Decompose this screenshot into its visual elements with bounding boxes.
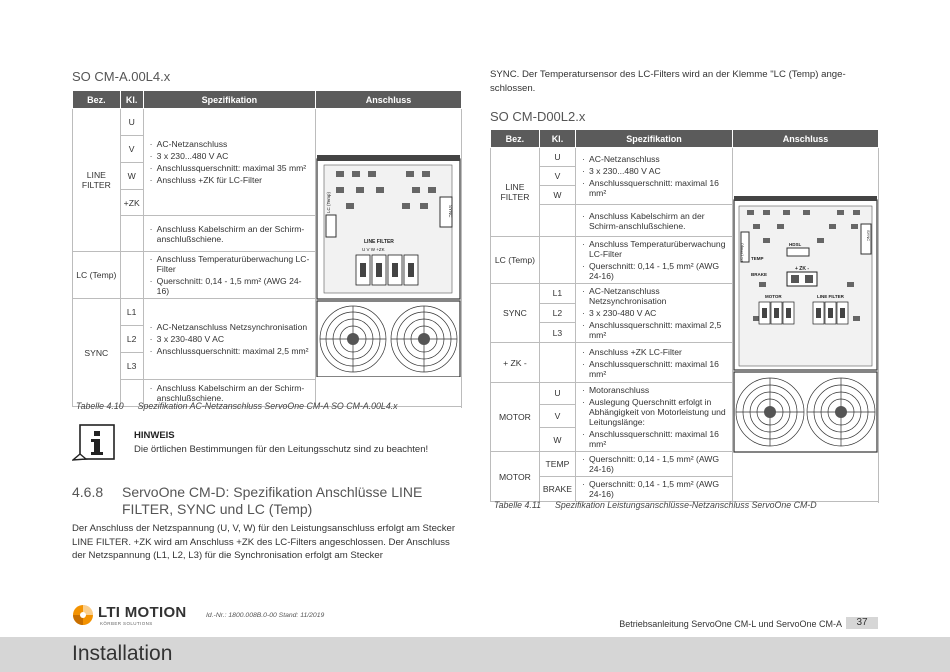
spec-item: · Motoranschluss bbox=[589, 385, 729, 395]
kl-u: U bbox=[539, 148, 575, 167]
spec-item: · 3 x 230-480 V AC bbox=[589, 308, 729, 318]
kl-temp: TEMP bbox=[539, 452, 575, 477]
spec-sync bbox=[143, 299, 315, 380]
sync-label: SYNC bbox=[865, 230, 871, 242]
spec-brake bbox=[576, 477, 733, 502]
kl-motor-v: V bbox=[539, 404, 575, 428]
kl-v: V bbox=[120, 136, 143, 163]
spec-item: · 3 x 230...480 V AC bbox=[589, 166, 729, 176]
uvw-label: U V W +ZK bbox=[361, 247, 385, 252]
device-diagram-cm-d bbox=[733, 184, 878, 456]
spec-item: · Anschluss Kabelschirm an der Schirm-anschlußschiene. bbox=[157, 383, 312, 403]
spec-line-filter-shield bbox=[143, 216, 315, 252]
hinweis-title: HINWEIS bbox=[134, 430, 175, 441]
lti-logo-icon bbox=[72, 604, 94, 626]
kl-brake: BRAKE bbox=[539, 477, 575, 502]
spec-temp bbox=[576, 452, 733, 477]
spec-item: · Anschlussquerschnitt: maximal 35 mm² bbox=[157, 163, 312, 173]
kl-w: W bbox=[539, 186, 575, 205]
line-filter-label: LINE FILTER bbox=[816, 294, 844, 299]
kl-l1: L1 bbox=[539, 284, 575, 304]
kl-motor-u: U bbox=[539, 383, 575, 405]
spec-item: · Querschnitt: 0,14 - 1,5 mm² (AWG 24-16) bbox=[157, 276, 312, 296]
col-spezifikation: Spezifikation bbox=[143, 91, 315, 109]
spec-item: · Anschluss Kabelschirm an der Schirm-anschlußschiene. bbox=[157, 224, 312, 244]
kl-v: V bbox=[539, 167, 575, 186]
spec-item: · Querschnitt: 0,14 - 1,5 mm² (AWG 24-16) bbox=[589, 261, 729, 281]
page-number: 37 bbox=[846, 617, 878, 629]
right-section-title: SO CM-D00L2.x bbox=[490, 109, 586, 124]
col-bez: Bez. bbox=[73, 91, 121, 109]
spec-item: · 3 x 230-480 V AC bbox=[157, 334, 312, 344]
bez-lc-temp: LC (Temp) bbox=[491, 237, 540, 284]
lc-temp-label: LC (Temp) bbox=[738, 243, 744, 262]
spec-sync bbox=[576, 284, 733, 343]
manual-title: Betriebsanleitung ServoOne CM-L und ServoOne CM-A bbox=[619, 619, 842, 629]
temp-label: TEMP bbox=[750, 256, 764, 261]
spec-zk bbox=[576, 343, 733, 383]
spec-line-filter bbox=[576, 148, 733, 205]
spec-item: · Anschlussquerschnitt: maximal 2,5 mm² bbox=[157, 346, 312, 356]
left-device-cell bbox=[315, 109, 461, 407]
right-device-cell bbox=[732, 148, 878, 502]
right-intro-text: SYNC. Der Temperatursensor des LC-Filters wird an der Klemme "LC (Temp) ange-schlossen. bbox=[490, 69, 846, 94]
bez-line-filter: LINE FILTER bbox=[73, 109, 121, 252]
spec-item: · Anschlussquerschnitt: maximal 16 mm² bbox=[589, 429, 729, 449]
spec-lc-temp bbox=[143, 252, 315, 299]
kl-l3: L3 bbox=[539, 323, 575, 343]
spec-item: · Anschluss Kabelschirm an der Schirm-anschlußschiene. bbox=[589, 211, 729, 231]
spec-line-filter bbox=[143, 109, 315, 216]
kl-l3: L3 bbox=[120, 353, 143, 380]
line-filter-label: LINE FILTER bbox=[363, 239, 394, 245]
spec-lc-temp bbox=[576, 237, 733, 284]
kl-l2: L2 bbox=[120, 326, 143, 353]
kl-l1: L1 bbox=[120, 299, 143, 326]
bez-motor: MOTOR bbox=[491, 383, 540, 452]
kl-l2: L2 bbox=[539, 303, 575, 323]
heading-text: ServoOne CM-D: Spezifikation Anschlüsse LINE FILTER, SYNC und LC (Temp) bbox=[122, 484, 423, 517]
caption-number: Tabelle 4.11 bbox=[494, 500, 541, 510]
left-section-title: SO CM-A.00L4.x bbox=[72, 69, 171, 84]
chapter-bar bbox=[0, 637, 950, 672]
spec-item: · Auslegung Querschnitt erfolgt in Abhängigkeit von Motorleistung und Leitungslänge: bbox=[589, 397, 729, 427]
spec-item: · 3 x 230...480 V AC bbox=[157, 151, 312, 161]
bez-motor-2: MOTOR bbox=[491, 452, 540, 502]
spec-item: · Anschlussquerschnitt: maximal 2,5 mm² bbox=[589, 320, 729, 340]
spec-motor bbox=[576, 383, 733, 452]
col-bez: Bez. bbox=[491, 130, 540, 148]
chapter-title: Installation bbox=[72, 642, 173, 665]
spec-item: · AC-Netzanschluss Netzsynchronisation bbox=[589, 286, 729, 306]
col-anschluss: Anschluss bbox=[732, 130, 878, 148]
brand-name: LTI MOTION bbox=[98, 604, 187, 621]
bez-lc-temp: LC (Temp) bbox=[73, 252, 121, 299]
motor-label: MOTOR bbox=[764, 294, 782, 299]
bez-line-filter: LINE FILTER bbox=[491, 148, 540, 237]
spec-line-filter-shield bbox=[576, 205, 733, 237]
bez-sync: SYNC bbox=[73, 299, 121, 407]
spec-item: · Anschluss +ZK für LC-Filter bbox=[157, 175, 312, 185]
kl-w: W bbox=[120, 163, 143, 190]
col-spezifikation: Spezifikation bbox=[576, 130, 733, 148]
spec-item: · Anschluss +ZK LC-Filter bbox=[589, 347, 729, 357]
sync-label: SYNC bbox=[447, 205, 453, 218]
spec-item: · AC-Netzanschluss Netzsynchronisation bbox=[157, 322, 312, 332]
zk-label: + ZK - bbox=[794, 266, 810, 272]
bez-sync: SYNC bbox=[491, 284, 540, 343]
caption-number: Tabelle 4.10 bbox=[76, 401, 124, 411]
right-table-caption bbox=[494, 500, 831, 510]
bez-zk: + ZK - bbox=[491, 343, 540, 383]
brand-sub: KÖRBER SOLUTIONS bbox=[100, 621, 153, 626]
caption-text: Spezifikation AC-Netzanschluss ServoOne CM-A SO CM-A.00L4.x bbox=[137, 401, 398, 411]
doc-id: Id.-Nr.: 1800.008B.0-00 Stand: 11/2019 bbox=[206, 612, 325, 619]
brake-label: BRAKE bbox=[750, 272, 767, 277]
left-table-caption bbox=[76, 401, 412, 411]
lc-temp-label: LC (Temp) bbox=[325, 191, 331, 213]
info-icon bbox=[72, 424, 116, 462]
col-anschluss: Anschluss bbox=[315, 91, 461, 109]
col-kl: Kl. bbox=[120, 91, 143, 109]
spec-item: · AC-Netzanschluss bbox=[157, 139, 312, 149]
device-diagram-cm-a bbox=[316, 127, 461, 377]
spec-item: · Anschluss Temperaturüberwachung LC-Filter bbox=[157, 254, 312, 274]
left-body-text: Der Anschluss der Netzspannung (U, V, W) für den Leistungsanschluss erfolgt am Stecker LINE FILTER. +ZK wird am Anschluss +ZK des LC-Filters angeschlossen. Der Anschluss der Netzspannung (L1, L2, L3) für die Synchronisation erfolgt am Stecker bbox=[72, 523, 456, 561]
hinweis-text: Die örtlichen Bestimmungen für den Leitungsschutz sind zu beachten! bbox=[134, 444, 429, 455]
left-spec-table bbox=[72, 90, 462, 407]
kl-u: U bbox=[120, 109, 143, 136]
right-spec-table bbox=[490, 129, 879, 502]
col-kl: Kl. bbox=[539, 130, 575, 148]
spec-item: · Anschlussquerschnitt: maximal 16 mm² bbox=[589, 178, 729, 198]
spec-item: · AC-Netzanschluss bbox=[589, 154, 729, 164]
kl-motor-w: W bbox=[539, 428, 575, 452]
kl-zk: +ZK bbox=[120, 190, 143, 216]
hdsl-label: HDSL bbox=[788, 242, 802, 247]
spec-item: · Querschnitt: 0,14 - 1,5 mm² (AWG 24-16) bbox=[589, 454, 729, 474]
heading-number: 4.6.8 bbox=[72, 484, 104, 500]
spec-item: · Anschluss Temperaturüberwachung LC-Filter bbox=[589, 239, 729, 259]
spec-item: · Querschnitt: 0,14 - 1,5 mm² (AWG 24-16) bbox=[589, 479, 729, 499]
caption-text: Spezifikation Leistungsanschlüsse-Netzanschluss ServoOne CM-D bbox=[554, 500, 817, 510]
spec-item: · Anschlussquerschnitt: maximal 16 mm² bbox=[589, 359, 729, 379]
